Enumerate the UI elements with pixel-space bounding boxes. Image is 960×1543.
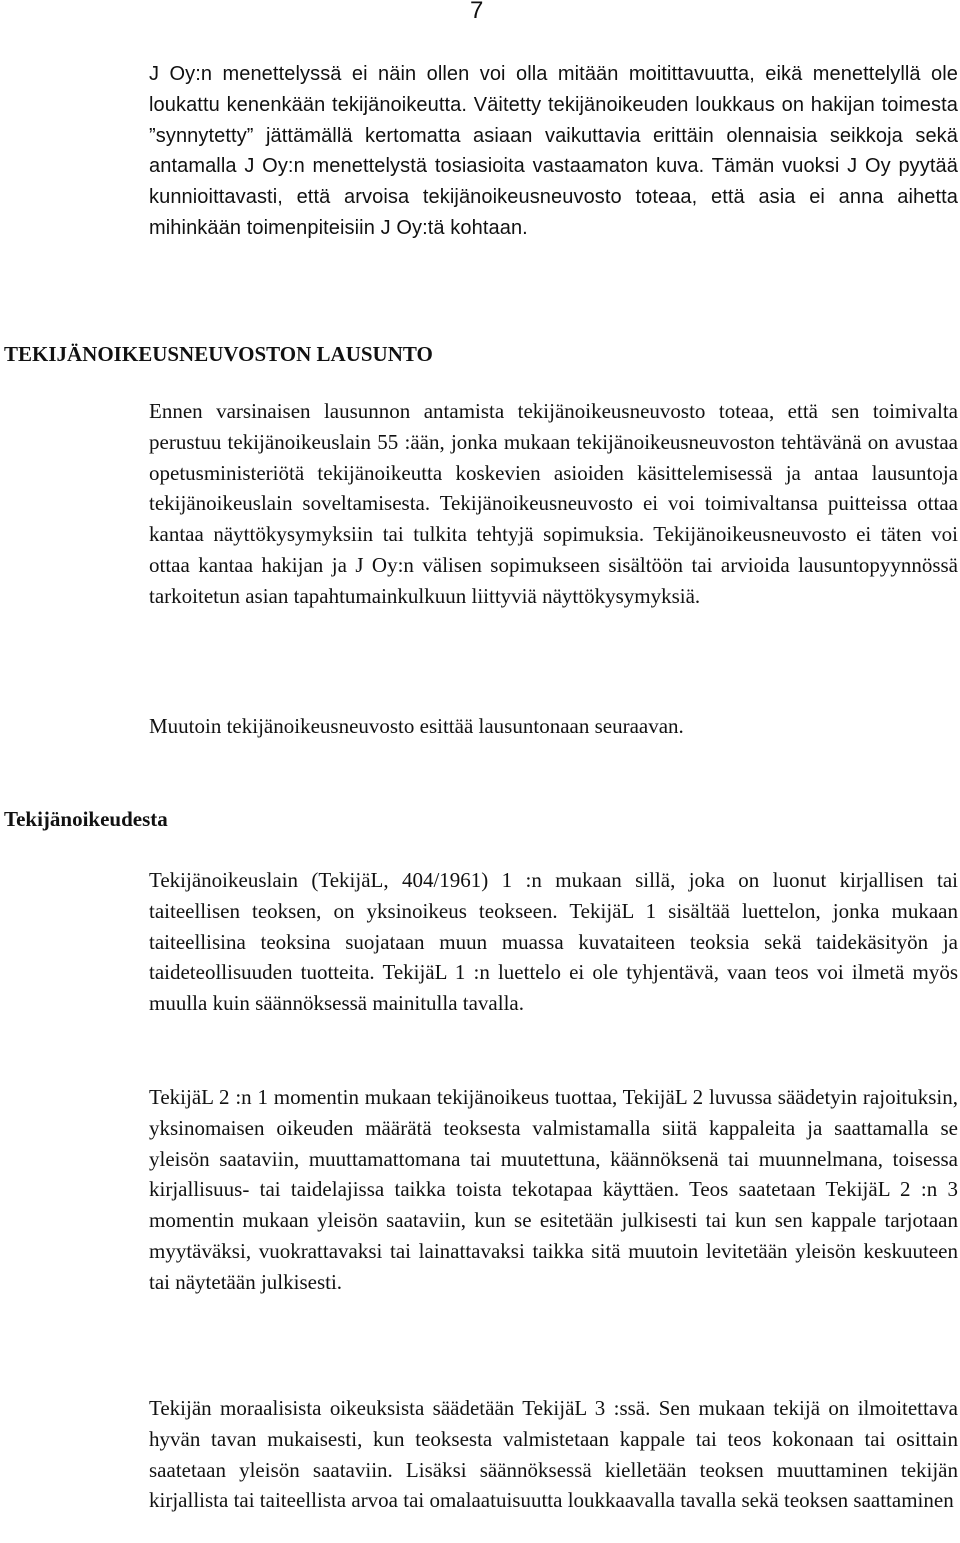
lausunto-paragraph-2: Muutoin tekijänoikeusneuvosto esittää lausuntonaan seuraavan. xyxy=(149,714,684,738)
tekijanoikeudesta-paragraph-2: TekijäL 2 :n 1 momentin mukaan tekijänoikeus tuottaa, TekijäL 2 luvussa säädetyin rajoituksin, yksinomaisen oikeuden määrätä teoksesta valmistamalla siitä kappaleita ja saattamalla se yleisön saataviin, muuttamattomana tai muutettuna, käännöksenä tai muunnelmana, toisessa kirjallisuus- tai taidelajissa taikka toista tekotapaa käyttäen. Teos saatetaan TekijäL 2 :n 3 momentin mukaan yleisön saataviin, kun se esitetään julkisesti tai kun sen kappale tarjotaan myytäväksi, vuokrattavaksi tai lainattavaksi taikka sitä muutoin levitetään yleisön keskuuteen tai näytetään julkisesti. xyxy=(149,1085,958,1294)
intro-paragraph: J Oy:n menettelyssä ei näin ollen voi olla mitään moitittavuutta, eikä menettelyllä ole loukattu kenenkään tekijänoikeutta. Väitetty tekijänoikeuden loukkaus on hakijan toimesta ”synnytetty” jättämällä kertomatta asiaan vaikuttavia erittäin olennaisia seikkoja sekä antamalla J Oy:n menettelystä tosiasioita vastaamaton kuva. Tämän vuoksi J Oy pyytää kunnioittavasti, että arvoisa tekijänoikeusneuvosto toteaa, että asia ei anna aihetta mihinkään toimenpiteisiin J Oy:tä kohtaan. xyxy=(149,63,958,239)
section-heading-lausunto: TEKIJÄNOIKEUSNEUVOSTON LAUSUNTO xyxy=(4,342,433,366)
section-heading-tekijanoikeudesta: Tekijänoikeudesta xyxy=(4,807,168,831)
tekijanoikeudesta-paragraph-1: Tekijänoikeuslain (TekijäL, 404/1961) 1 :n mukaan sillä, joka on luonut kirjallisen tai taiteellisen teoksen, on yksinoikeus teokseen. TekijäL 1 sisältää luettelon, jonka mukaan taiteellisina teoksina suojataan muun muassa kuvataiteen teoksia sekä taidekäsityön ja taideteollisuuden tuotteita. TekijäL 1 :n luettelo ei ole tyhjentävä, vaan teos voi ilmetä myös muulla kuin säännöksessä mainitulla tavalla. xyxy=(149,868,958,1016)
lausunto-paragraph-1: Ennen varsinaisen lausunnon antamista tekijänoikeusneuvosto toteaa, että sen toimivalta perustuu tekijänoikeuslain 55 :ään, jonka mukaan tekijänoikeusneuvoston tehtävänä on avustaa opetusministeriötä tekijänoikeutta koskevien asioiden käsittelemisessä ja antaa lausuntoja tekijänoikeuslain soveltamisesta. Tekijänoikeusneuvosto ei voi toimivaltansa puitteissa ottaa kantaa näyttökysymyksiin tai tulkita tehtyjä sopimuksia. Tekijänoikeusneuvosto ei täten voi ottaa kantaa hakijan ja J Oy:n välisen sopimukseen sisältöön tai arvioida lausuntopyynnössä tarkoitetun asian tapahtumainkulkuun liittyviä näyttökysymyksiä. xyxy=(149,399,958,608)
tekijanoikeudesta-paragraph-3: Tekijän moraalisista oikeuksista säädetään TekijäL 3 :ssä. Sen mukaan tekijä on ilmoitettava hyvän tavan mukaisesti, kun teoksesta valmistetaan kappale tai teos kokonaan tai osittain saatetaan yleisön saataviin. Lisäksi säännöksessä kielletään teoksen muuttaminen tekijän kirjallista tai taiteellista arvoa tai omalaatuisuutta loukkaavalla tavalla sekä teoksen saattaminen xyxy=(149,1396,958,1513)
page-number: 7 xyxy=(470,0,484,24)
